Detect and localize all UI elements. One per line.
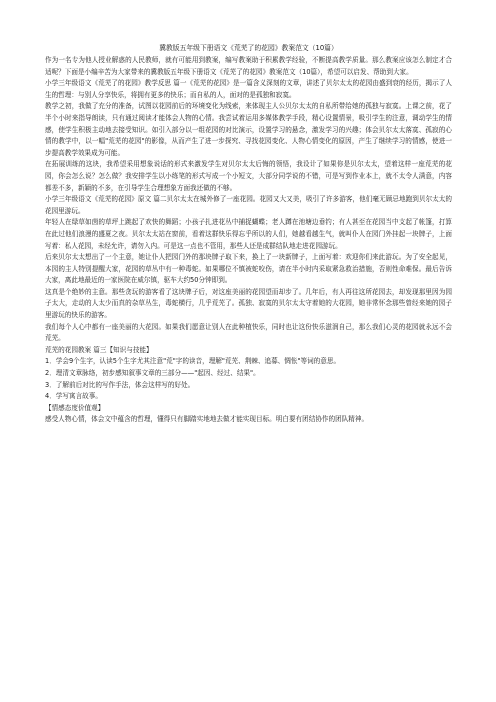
paragraph: 我们每个人心中都有一座美丽的大花园。如果我们愿意让别人在此种植快乐，同时也让这份快乐滋润自己，那么我们心灵的花园就永远不会荒芜。 — [45, 322, 452, 343]
paragraph: 3．了解前后对比的写作手法，体会这样写的好处。 — [45, 380, 195, 389]
paragraph: 1．学会9个生字，认读5个生字尤其注意"荒"字的读音，理解"荒芜、荆棘、追募、惆怅"等词的意思。 — [45, 357, 341, 366]
paragraph: 在拓展训练的这块，我希望采用想象说话的形式来激发学生对贝尔太太后悔的领悟，我设计了如果你是贝尔太太，望着这样一座荒芜的花园，你会怎么说？怎么做？我安排学生以小练笔的形式写成一个小短文，大部分同学说的不错，可是写到作业本上，就不太令人满意，内容都差不多，新颖的不多，在引导学生合理想象方面我还做的不够。 — [45, 160, 452, 192]
paragraph: 小学三年级语文《荒芜了的花园》教学反思 篇一《荒芜的花园》是一篇含义深刻的文章，讲述了贝尔太太的花园由盛到衰的经历，揭示了人生的哲理：与别人分享快乐，将拥有更多的快乐；而自私的人，面对的是孤独和寂寞。 — [45, 79, 452, 99]
paragraph: 年轻人在绿草如茵的草坪上跳起了欢快的舞蹈；小孩子扎进花丛中捕捉蝴蝶；老人蹲在池塘边垂钓；有人甚至在花园当中支起了帐篷，打算在此过他们浪漫的盛夏之夜。贝尔太太站在窗前，看着这群快乐得忘乎所以的人们，她越看越生气，就叫仆人在园门外挂起一块牌子，上面写着：私人花园，未经允许，请勿入内。可是这一点也不管用，那些人还是成群结队地走进花园游玩。 — [45, 218, 452, 250]
document-body — [45, 55, 452, 426]
paragraph: 后来贝尔太太想出了一个主意，她让仆人把园门外的那块牌子取下来，换上了一块新牌子，上面写着：欢迎你们来此游玩。为了安全起见，本园的主人特别提醒大家，花园的草丛中有一种毒蛇。如果哪位不慎被蛇咬伤，请在半小时内采取紧急救治措施，否则性命难保。最后告诉大家，离此地最近的一家医院在威尔镇，驱车大约50分钟即到。 — [45, 253, 452, 285]
paragraph: 这真是个绝妙的主意。那些贪玩的游客看了这块牌子后，对这座美丽的花园望而却步了。几年后，有人再往这所花园去，却发现那里因为园子太大，走动的人太少而真的杂草丛生，毒蛇横行，几乎荒芜了。孤独、寂寞的贝尔太太守着她的大花园，她非常怀念那些曾经来她的园子里游玩的快乐的游客。 — [45, 287, 452, 320]
paragraph: 4．学写寓言故事。 — [45, 392, 102, 401]
paragraph: 【情感态度价值观】 — [45, 403, 105, 412]
paragraph: 作为一名专为他人授业解惑的人民教师，就有可能用到教案，编写教案助于积累教学经验，不断提高教学质量。那么教案应该怎么制定才合适呢？下面是小编辛苦为大家带来的冀教版五年级下册语文《荒芜了的花园》教案范文（10篇），希望可以启发、帮助到大家。 — [45, 56, 452, 76]
document-title: 冀教版五年级下册语文《荒芜了的花园》教案范文（10篇） — [159, 44, 338, 52]
paragraph: 2．理清文章脉络，初步感知叙事文章的三部分——"起因、经过、结果"。 — [45, 369, 260, 378]
paragraph: 教学之初，我做了充分的准备，试图以花园前后的环境变化为线索，来体现主人公贝尔太太的自私所带给她的孤独与寂寞。上课之前，花了半个小时来指导朗读，只有通过阅读才能体会人物的心情。我尝试着运用多媒体教学手段，精心设置情景，吸引学生的注意，调动学生的情感，使学生积极主动地去接受知识。如引入部分以一组花园的对比演示，设置学习的悬念，激发学习的兴趣；体会贝尔太太落寞、孤寂的心情的教学中，以一幅"荒芜的花园"的影像，从而产生了进一步探究、寻找花园变化、人物心情变化的原因，产生了继续学习的情感，使进一步提高教学效果成为可能。 — [45, 102, 452, 157]
paragraph: 感受人物心情，体会文中蕴含的哲理，懂得只有脚踏实地地去做才能实现目标。明白要有团结协作的团队精神。 — [45, 415, 369, 424]
paragraph: 小学三年级语文《荒芜的花园》原文 篇二贝尔太太在城外修了一座花园。花园又大又美，吸引了许多游客，他们毫无顾忌地跑到贝尔太太的花园里游玩。 — [45, 195, 452, 215]
paragraph: 荒芜的花园教案 篇三【知识与技能】 — [45, 345, 153, 354]
